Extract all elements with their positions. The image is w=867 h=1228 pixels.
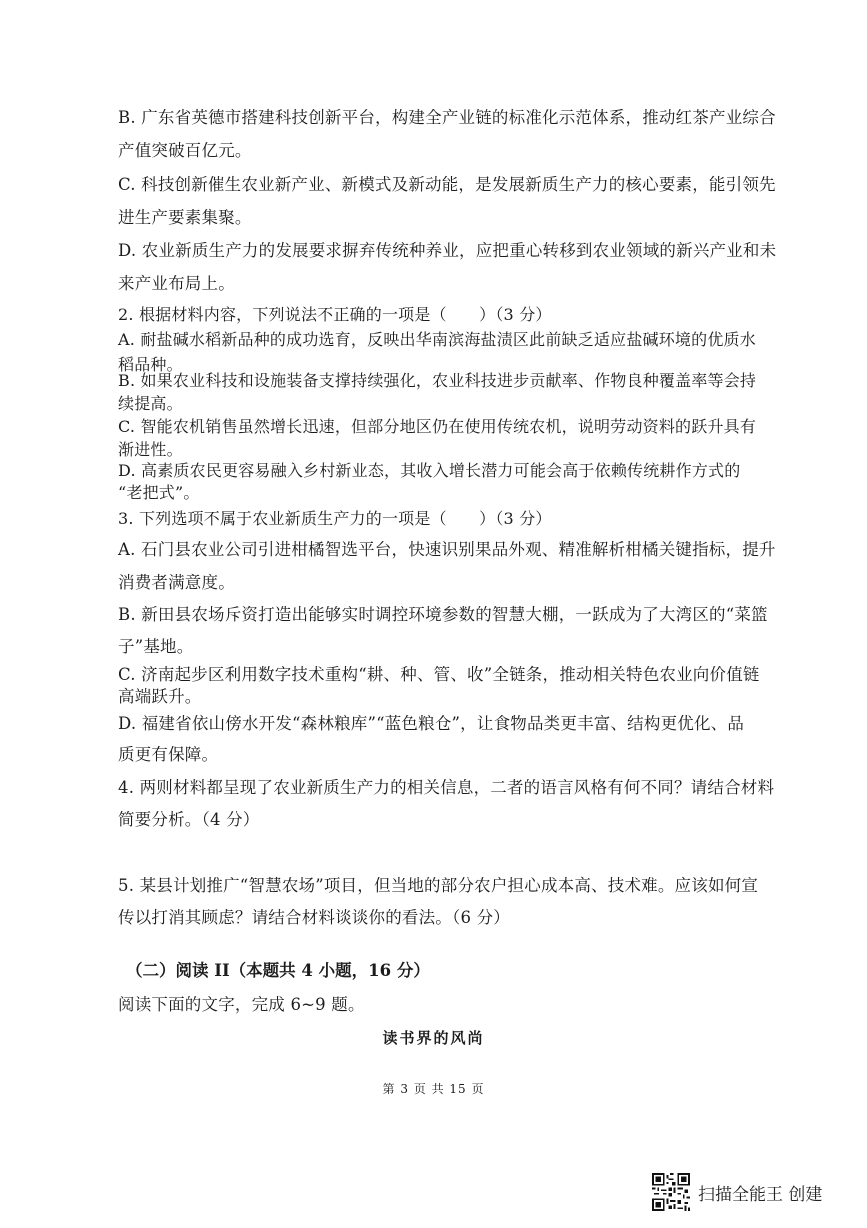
page-number: 第 3 页 共 15 页 [382,1082,485,1096]
watermark-text: 扫描全能王 创建 [698,1184,823,1205]
q2-option-a-line-1: A. 耐盐碱水稻新品种的成功选育，反映出华南滨海盐渍区此前缺乏适应盐碱环境的优质水 [118,330,756,349]
question-4-line-1: 4. 两则材料都呈现了农业新质生产力的相关信息，二者的语言风格有何不同？请结合材料 [118,778,775,797]
question-2-stem: 2. 根据材料内容，下列说法不正确的一项是（ ）（3 分） [118,305,552,324]
q3-option-c-line-2: 高端跃升。 [118,687,202,706]
q2-option-a-line-2: 稻品种。 [118,355,183,374]
option-b-line-2: 产值突破百亿元。 [118,141,252,160]
reading-instruction: 阅读下面的文字，完成 6~9 题。 [118,995,365,1014]
article-title: 读书界的风尚 [382,1029,485,1047]
section-heading: （二）阅读 II（本题共 4 小题，16 分） [126,961,430,980]
question-5-line-1: 5. 某县计划推广“智慧农场”项目，但当地的部分农户担心成本高、技术难。应该如何宣 [118,876,759,895]
q3-option-b-line-2: 子”基地。 [118,637,194,656]
qr-code-icon [652,1173,690,1211]
q2-option-c-line-2: 渐进性。 [118,440,183,459]
scanner-watermark [652,1172,822,1212]
option-d-line-1: D. 农业新质生产力的发展要求摒弃传统种养业，应把重心转移到农业领域的新兴产业和未 [118,241,777,260]
q3-option-a-line-2: 消费者满意度。 [118,573,235,592]
q2-option-d-line-2: “老把式”。 [118,483,200,502]
q3-option-a-line-1: A. 石门县农业公司引进柑橘智选平台，快速识别果品外观、精准解析柑橘关键指标，提升 [118,540,776,559]
q3-option-b-line-1: B. 新田县农场斥资打造出能够实时调控环境参数的智慧大棚，一跃成为了大湾区的“菜篮 [118,605,768,624]
q2-option-b-line-2: 续提高。 [118,394,183,413]
option-b-line-1: B. 广东省英德市搭建科技创新平台，构建全产业链的标准化示范体系，推动红茶产业综合 [118,108,776,127]
option-c-line-1: C. 科技创新催生农业新产业、新模式及新动能，是发展新质生产力的核心要素，能引领先 [118,175,776,194]
option-d-line-2: 来产业布局上。 [118,274,235,293]
question-3-stem: 3. 下列选项不属于农业新质生产力的一项是（ ）（3 分） [118,509,552,528]
q3-option-c-line-1: C. 济南起步区利用数字技术重构“耕、种、管、收”全链条，推动相关特色农业向价值链 [118,665,760,684]
q2-option-c-line-1: C. 智能农机销售虽然增长迅速，但部分地区仍在使用传统农机，说明劳动资料的跃升具有 [118,417,757,436]
question-5-line-2: 传以打消其顾虑？请结合材料谈谈你的看法。（6 分） [118,908,510,927]
q2-option-d-line-1: D. 高素质农民更容易融入乡村新业态，其收入增长潜力可能会高于依赖传统耕作方式的 [118,461,741,480]
q3-option-d-line-1: D. 福建省依山傍水开发“森林粮库”“蓝色粮仓”，让食物品类更丰富、结构更优化、品 [118,714,745,733]
q3-option-d-line-2: 质更有保障。 [118,745,219,764]
question-4-line-2: 简要分析。（4 分） [118,810,260,829]
option-c-line-2: 进生产要素集聚。 [118,208,252,227]
q2-option-b-line-1: B. 如果农业科技和设施装备支撑持续强化，农业科技进步贡献率、作物良种覆盖率等会持 [118,371,757,390]
